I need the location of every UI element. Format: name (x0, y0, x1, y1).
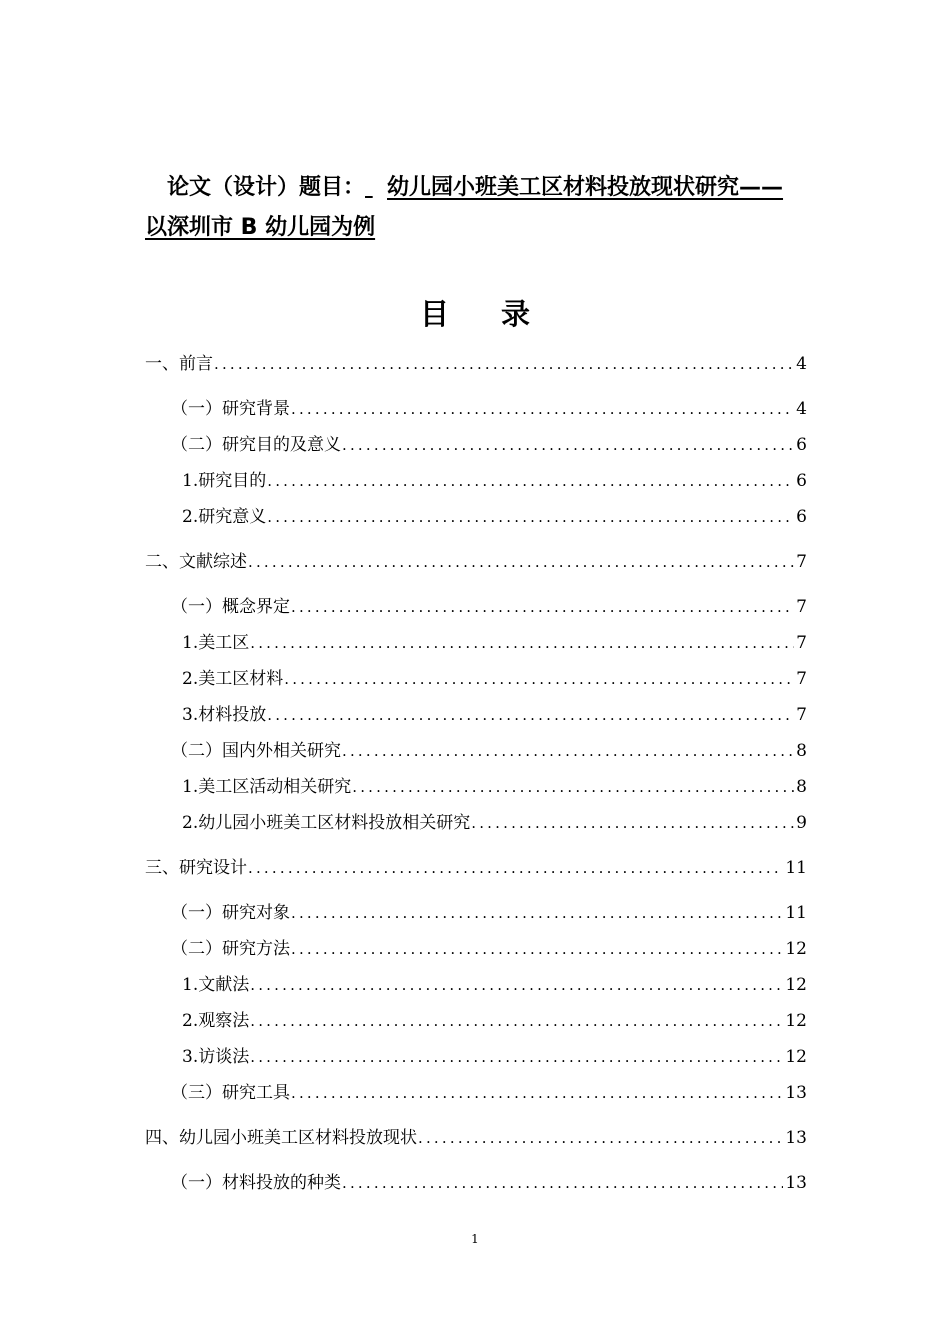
toc-dot-leader (291, 593, 794, 621)
toc-dot-leader (250, 1043, 783, 1071)
toc-entry-page: 7 (796, 705, 807, 725)
toc-entry-page: 11 (785, 903, 807, 923)
thesis-title-line1: 幼儿园小班美工区材料投放现状研究—— (387, 175, 784, 200)
toc-entry-label: （二）研究方法 (171, 939, 290, 959)
toc-entry[interactable] (182, 971, 807, 999)
toc-entry-label: 2.美工区材料 (182, 669, 284, 689)
toc-entry-page: 7 (796, 597, 807, 617)
toc-entry-label: 四、幼儿园小班美工区材料投放现状 (145, 1128, 417, 1148)
toc-dot-leader (214, 350, 794, 378)
toc-dot-leader (342, 431, 794, 459)
toc-entry-page: 7 (796, 552, 807, 572)
thesis-title-block (145, 168, 810, 248)
toc-entry-label: （三）研究工具 (171, 1083, 290, 1103)
toc-entry-label: 1.文献法 (182, 975, 250, 995)
toc-entry-page: 9 (796, 813, 807, 833)
toc-entry[interactable] (182, 701, 807, 729)
toc-dot-leader (267, 467, 794, 495)
toc-dot-leader (250, 1007, 783, 1035)
toc-entry-label: 2.研究意义 (182, 507, 267, 527)
toc-entry-page: 8 (796, 777, 807, 797)
toc-entry[interactable] (182, 665, 807, 693)
toc-dot-leader (267, 503, 794, 531)
toc-heading: 目录 (419, 297, 582, 331)
thesis-title-label: 论文（设计）题目： (167, 175, 366, 200)
toc-entry[interactable] (145, 854, 807, 882)
toc-entry-label: （二）研究目的及意义 (171, 435, 341, 455)
toc-dot-leader (418, 1124, 783, 1152)
toc-entry[interactable] (171, 593, 807, 621)
toc-entry[interactable] (182, 1007, 807, 1035)
page-number: 1 (471, 1232, 479, 1246)
toc-entry[interactable] (145, 1124, 807, 1152)
toc-dot-leader (250, 971, 783, 999)
toc-dot-leader (267, 701, 794, 729)
toc-entry-label: （一）研究背景 (171, 399, 290, 419)
toc-entry-label: 2.观察法 (182, 1011, 250, 1031)
toc-entry[interactable] (145, 350, 807, 378)
toc-entry-page: 13 (785, 1173, 807, 1193)
toc-entry[interactable] (171, 899, 807, 927)
toc-entry-label: 1.研究目的 (182, 471, 267, 491)
toc-dot-leader (248, 854, 783, 882)
toc-dot-leader (291, 1079, 783, 1107)
toc-entry-label: 一、前言 (145, 354, 213, 374)
toc-dot-leader (248, 548, 794, 576)
toc-entry-label: 二、文献综述 (145, 552, 247, 572)
toc-entry-label: 1.美工区活动相关研究 (182, 777, 352, 797)
toc-entry-label: （一）研究对象 (171, 903, 290, 923)
toc-entry-page: 13 (785, 1128, 807, 1148)
toc-entry-page: 7 (796, 633, 807, 653)
toc-entry[interactable] (182, 503, 807, 531)
toc-entry[interactable] (171, 431, 807, 459)
toc-entry[interactable] (171, 1079, 807, 1107)
toc-dot-leader (471, 809, 794, 837)
toc-entry-label: （一）材料投放的种类 (171, 1173, 341, 1193)
toc-entry-page: 4 (796, 399, 807, 419)
toc-entry-page: 8 (796, 741, 807, 761)
toc-dot-leader (250, 629, 794, 657)
toc-entry-label: 2.幼儿园小班美工区材料投放相关研究 (182, 813, 471, 833)
toc-entry-page: 4 (796, 354, 807, 374)
toc-entry-page: 7 (796, 669, 807, 689)
toc-entry[interactable] (145, 548, 807, 576)
toc-entry-page: 6 (796, 471, 807, 491)
toc-entry-label: 1.美工区 (182, 633, 250, 653)
toc-entry-page: 12 (785, 1047, 807, 1067)
toc-entry-label: （一）概念界定 (171, 597, 290, 617)
toc-entry[interactable] (182, 809, 807, 837)
toc-entry-page: 12 (785, 939, 807, 959)
toc-entry-label: 3.访谈法 (182, 1047, 250, 1067)
toc-dot-leader (291, 899, 783, 927)
title-underline-spacer (365, 168, 387, 208)
toc-entry-page: 11 (785, 858, 807, 878)
toc-entry[interactable] (171, 1169, 807, 1197)
toc-entry-page: 6 (796, 435, 807, 455)
toc-dot-leader (342, 1169, 783, 1197)
toc-entry[interactable] (182, 773, 807, 801)
toc-entry[interactable] (182, 1043, 807, 1071)
toc-entry-page: 12 (785, 975, 807, 995)
toc-entry[interactable] (182, 629, 807, 657)
toc-dot-leader (352, 773, 794, 801)
toc-dot-leader (284, 665, 794, 693)
toc-entry[interactable] (171, 395, 807, 423)
thesis-title-line2: 以深圳市 B 幼儿园为例 (145, 215, 376, 240)
toc-dot-leader (291, 395, 794, 423)
toc-entry-label: （二）国内外相关研究 (171, 741, 341, 761)
toc-entry[interactable] (182, 467, 807, 495)
toc-entry-label: 3.材料投放 (182, 705, 267, 725)
toc-entry[interactable] (171, 935, 807, 963)
toc-dot-leader (342, 737, 794, 765)
toc-entry-page: 13 (785, 1083, 807, 1103)
toc-dot-leader (291, 935, 783, 963)
toc-entry-page: 6 (796, 507, 807, 527)
toc-entry[interactable] (171, 737, 807, 765)
toc-entry-page: 12 (785, 1011, 807, 1031)
toc-entry-label: 三、研究设计 (145, 858, 247, 878)
